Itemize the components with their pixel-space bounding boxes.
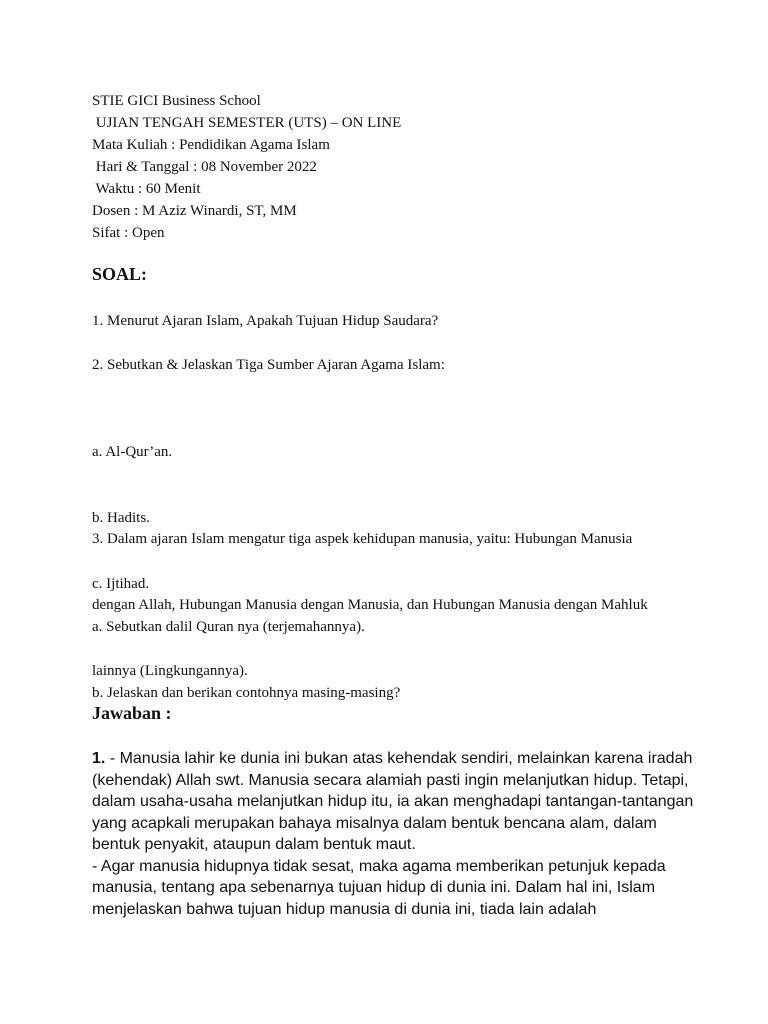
- answer-line: dalam usaha-usaha melanjutkan hidup itu, ia akan menghadapi tantangan-tantangan: [92, 793, 694, 810]
- jawaban-heading: Jawaban :: [92, 703, 172, 723]
- list-item: c. Ijtihad.: [92, 576, 150, 592]
- answer-line: menjelaskan bahwa tujuan hidup manusia di dunia ini, tiada lain adalah: [92, 900, 597, 918]
- answer-line: - Agar manusia hidupnya tidak sesat, maka agama memberikan petunjuk kepada: [92, 857, 666, 875]
- list-item: b. Hadits.: [92, 510, 150, 526]
- list-item: a. Al-Qur’an.: [92, 444, 173, 460]
- exam-duration: Waktu : 60 Menit: [92, 181, 201, 197]
- exam-title: UJIAN TENGAH SEMESTER (UTS) – ON LINE: [92, 115, 402, 131]
- question-3-line: lainnya (Lingkungannya).: [92, 663, 248, 679]
- list-item: b. Jelaskan dan berikan contohnya masing-masing?: [92, 685, 401, 701]
- school-name: STIE GICI Business School: [92, 93, 261, 109]
- lecturer: Dosen : M Aziz Winardi, ST, MM: [92, 203, 297, 219]
- answer-line: (kehendak) Allah swt. Manusia secara alamiah pasti ingin melanjutkan hidup. Tetapi,: [92, 771, 689, 789]
- answer-line: manusia, tentang apa sebenarnya tujuan hidup di dunia ini. Dalam hal ini, Islam: [92, 879, 656, 896]
- question-2: 2. Sebutkan & Jelaskan Tiga Sumber Ajaran Agama Islam:: [92, 357, 445, 373]
- answer-line: yang acapkali merupakan bahaya misalnya dalam bentuk bencana alam, dalam: [92, 814, 657, 832]
- answer-line: bentuk penyakit, ataupun dalam bentuk maut.: [92, 836, 416, 853]
- answer-1: [92, 748, 692, 920]
- answer-text: - Manusia lahir ke dunia ini bukan atas kehendak sendiri, melainkan karena iradah: [105, 750, 693, 767]
- list-item: a. Sebutkan dalil Quran nya (terjemahannya).: [92, 619, 365, 635]
- answer-number: 1.: [92, 750, 106, 767]
- exam-date: Hari & Tanggal : 08 November 2022: [92, 159, 317, 175]
- soal-heading: SOAL:: [92, 264, 148, 284]
- question-3-line: 3. Dalam ajaran Islam mengatur tiga aspek kehidupan manusia, yaitu: Hubungan Manusia: [92, 531, 633, 547]
- question-1: 1. Menurut Ajaran Islam, Apakah Tujuan Hidup Saudara?: [92, 313, 439, 329]
- exam-type: Sifat : Open: [92, 225, 165, 241]
- question-3-line: dengan Allah, Hubungan Manusia dengan Manusia, dan Hubungan Manusia dengan Mahluk: [92, 597, 648, 613]
- course-name: Mata Kuliah : Pendidikan Agama Islam: [92, 137, 330, 153]
- answer-line: [92, 748, 692, 770]
- exam-header: [92, 90, 401, 244]
